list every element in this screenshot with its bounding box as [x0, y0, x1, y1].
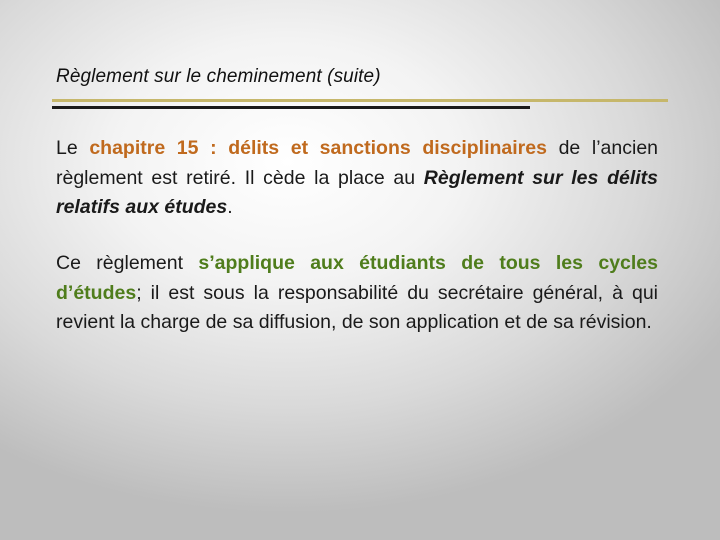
p1-emphasis-regulation: Règlement sur les délits relatifs aux études — [56, 166, 659, 218]
title-underline-dark — [52, 106, 530, 109]
p2-highlight-students: s’applique aux étudiants de tous les cycles d’études — [56, 252, 658, 304]
slide-title: Règlement sur le cheminement (suite) — [56, 66, 381, 87]
p1-highlight-chapter: chapitre 15 : délits et sanctions disciplinaires — [89, 137, 547, 159]
p1-text-middle: de l’ancien règlement est retiré. Il cède la place au — [56, 137, 659, 189]
title-underline-gold — [52, 99, 668, 102]
p1-text-end: . — [227, 196, 233, 218]
paragraph-application — [56, 249, 658, 338]
p1-text-start: Le — [56, 137, 90, 159]
p2-text-start: Ce règlement — [56, 252, 199, 274]
paragraph-chapter-15 — [56, 134, 658, 223]
p2-text-end: ; il est sous la responsabilité du secrétaire général, à qui revient la charge de sa diffusion, de son application et de sa révision. — [56, 281, 658, 333]
